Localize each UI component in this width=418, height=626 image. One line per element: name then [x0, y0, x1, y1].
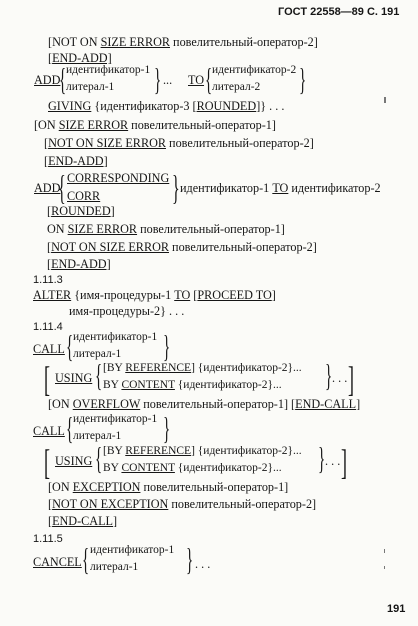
- section-number: 1.11.5: [33, 533, 63, 545]
- bracket-right: ]: [348, 359, 354, 399]
- brace-left: {: [66, 413, 74, 448]
- not-on-exception-line: [NOT ON EXCEPTION повелительный-оператор-2]: [48, 497, 317, 511]
- option-corresponding: CORRESPONDING: [67, 171, 170, 185]
- not-on-size-error-line: [NOT ON SIZE ERROR повелительный-оператор-2]: [47, 240, 317, 254]
- end-add-line: [END-ADD]: [47, 257, 111, 271]
- option-identifier-2: идентификатор-2: [212, 64, 297, 76]
- option-corr: CORR: [67, 189, 101, 203]
- giving-line: GIVING {идентификатор-3 [ROUNDED]} . . .: [48, 99, 285, 113]
- brace-left: {: [82, 544, 90, 579]
- bracket-right: ]: [341, 442, 347, 482]
- brace-right: }: [186, 544, 194, 579]
- page-header: ГОСТ 22558—89 С. 191: [278, 6, 400, 18]
- not-on-size-error-line: [NOT ON SIZE ERROR повелительный-оператор-2]: [44, 136, 314, 150]
- section-number: 1.11.4: [33, 321, 63, 333]
- by-reference-option: [BY REFERENCE] {идентификатор-2}...: [103, 445, 302, 457]
- by-content-option: BY CONTENT {идентификатор-2}...: [103, 379, 282, 391]
- brace-left: {: [95, 360, 103, 395]
- option-literal-1: литерал-1: [66, 81, 115, 93]
- brace-right: }: [318, 443, 326, 478]
- scan-speck: [384, 566, 385, 569]
- brace-left: {: [59, 64, 67, 99]
- option-identifier-1: идентификатор-1: [73, 331, 158, 343]
- end-add-line: [END-ADD]: [44, 154, 108, 168]
- ellipsis: . . .: [195, 557, 211, 571]
- call-keyword: CALL: [33, 342, 65, 356]
- brace-right: }: [154, 64, 162, 99]
- using-keyword: USING: [55, 371, 93, 385]
- option-identifier-1: идентификатор-1: [73, 413, 158, 425]
- call-keyword: CALL: [33, 424, 65, 438]
- option-identifier-1: идентификатор-1: [90, 544, 175, 556]
- on-overflow-line: [ON OVERFLOW повелительный-оператор-1] [END-CALL]: [48, 397, 361, 411]
- end-add-line: [END-ADD]: [48, 51, 112, 65]
- scan-speck: [384, 549, 385, 553]
- brace-left: {: [95, 443, 103, 478]
- option-literal-1: литерал-1: [73, 430, 122, 442]
- brace-right: }: [163, 413, 171, 448]
- ellipsis: ...: [163, 73, 173, 87]
- brace-right: }: [299, 64, 307, 99]
- scan-speck: [384, 97, 386, 103]
- using-keyword: USING: [55, 454, 93, 468]
- not-on-size-error-line: [NOT ON SIZE ERROR повелительный-оператор-2]: [48, 35, 318, 49]
- on-exception-line: [ON EXCEPTION повелительный-оператор-1]: [48, 480, 289, 494]
- add-corr-targets: идентификатор-1 TO идентификатор-2: [180, 181, 381, 195]
- to-keyword: TO: [188, 73, 205, 87]
- brace-right: }: [172, 170, 180, 209]
- by-content-option: BY CONTENT {идентификатор-2}...: [103, 462, 282, 474]
- ellipsis: . . .: [332, 371, 348, 385]
- bracket-left: [: [44, 442, 50, 482]
- on-size-error-line: [ON SIZE ERROR повелительный-оператор-1]: [34, 118, 276, 132]
- alter-line: ALTER {имя-процедуры-1 TO [PROCEED TO]: [33, 288, 276, 302]
- brace-left: {: [58, 170, 66, 209]
- brace-left: {: [66, 331, 74, 366]
- on-size-error-line: ON SIZE ERROR повелительный-оператор-1]: [47, 222, 285, 236]
- by-reference-option: [BY REFERENCE] {идентификатор-2}...: [103, 362, 302, 374]
- section-number: 1.11.3: [33, 274, 63, 286]
- add-keyword: ADD: [34, 181, 61, 195]
- page-number: 191: [387, 603, 406, 615]
- option-literal-2: литерал-2: [212, 81, 261, 93]
- cancel-keyword: CANCEL: [33, 555, 82, 569]
- alter-line-2: имя-процедуры-2} . . .: [69, 304, 185, 318]
- ellipsis: . . .: [325, 454, 341, 468]
- brace-right: }: [163, 331, 171, 366]
- brace-right: }: [325, 360, 333, 395]
- add-keyword: ADD: [34, 73, 61, 87]
- option-identifier-1: идентификатор-1: [66, 64, 151, 76]
- brace-left: {: [205, 64, 213, 99]
- option-literal-1: литерал-1: [90, 561, 139, 573]
- end-call-line: [END-CALL]: [48, 514, 118, 528]
- rounded-line: [ROUNDED]: [47, 204, 115, 218]
- bracket-left: [: [44, 359, 50, 399]
- option-literal-1: литерал-1: [73, 348, 122, 360]
